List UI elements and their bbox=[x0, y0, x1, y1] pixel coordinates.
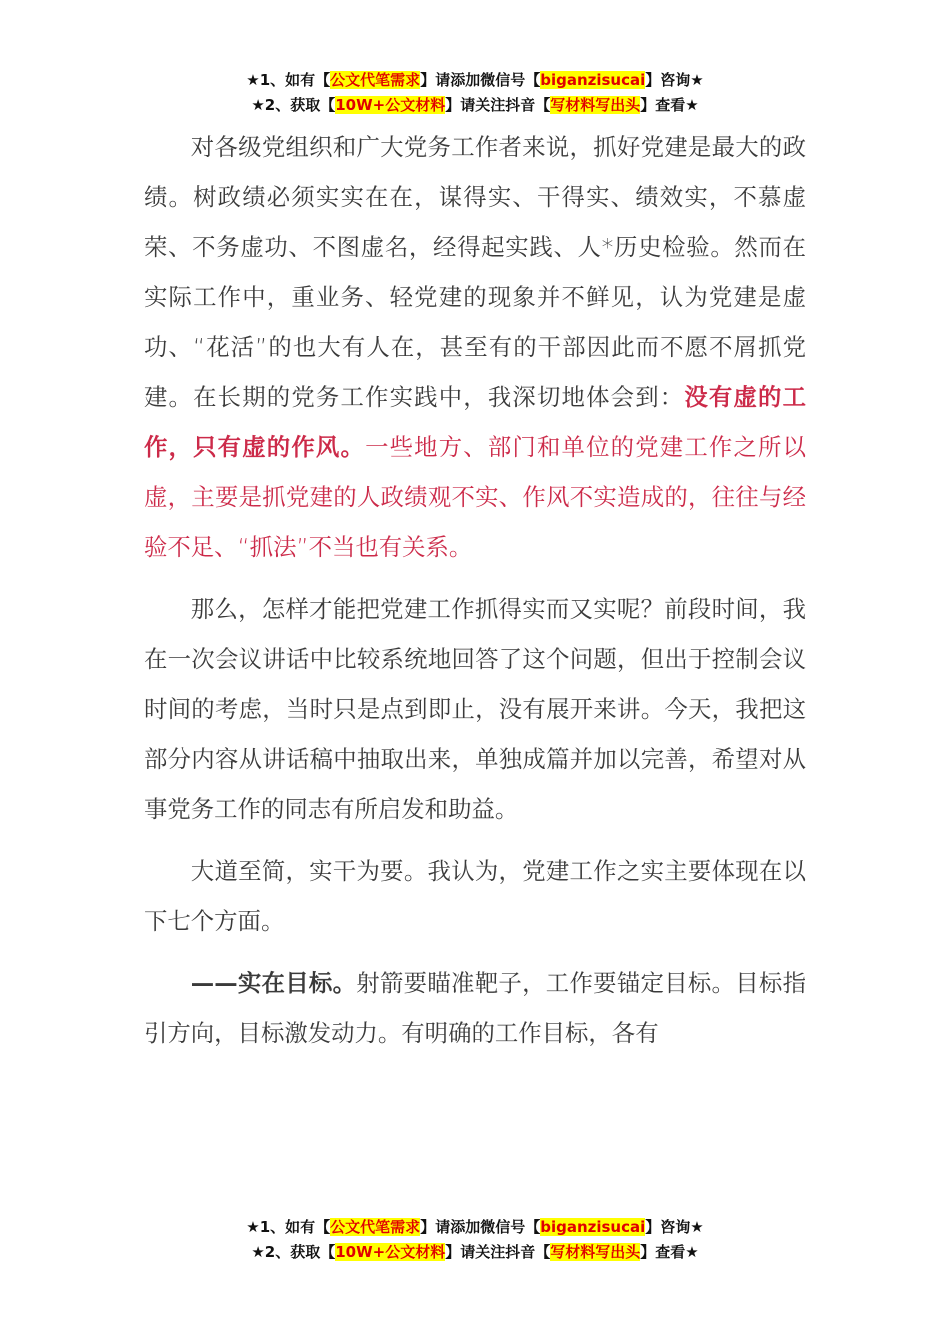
banner-text: ★1、如有【 bbox=[246, 71, 331, 89]
emphasis-text: 没有虚的工作，只有虚的作风。 bbox=[144, 383, 807, 461]
banner-text: 】请添加微信号【 bbox=[420, 71, 541, 89]
highlight-text: 一些地方、部门和单位的党建工作之所以虚，主要是抓党建的人政绩观不实、作风不实造成的，往往与经验不足、“抓法”不当也有关系。 bbox=[144, 433, 807, 561]
banner-text: ★2、获取【 bbox=[251, 1243, 336, 1261]
highlight-materials: 10W+公文材料 bbox=[335, 1243, 446, 1261]
banner-line-1 bbox=[0, 68, 950, 93]
highlight-materials: 10W+公文材料 bbox=[335, 96, 446, 114]
highlight-douyin: 写材料写出头 bbox=[550, 96, 641, 114]
highlight-service: 公文代笔需求 bbox=[330, 1218, 421, 1236]
banner-line-1 bbox=[0, 1215, 950, 1240]
banner-text: 】请关注抖音【 bbox=[445, 1243, 551, 1261]
banner-text: 】咨询★ bbox=[645, 1218, 704, 1236]
banner-text: 】请添加微信号【 bbox=[420, 1218, 541, 1236]
highlight-wechat-id: biganzisucai bbox=[540, 71, 646, 89]
paragraph-text: 对各级党组织和广大党务工作者来说，抓好党建是最大的政绩。树政绩必须实实在在，谋得实、干得实、绩效实，不慕虚荣、不务虚功、不图虚名，经得起实践、人*历史检验。然而在实际工作中，重业务、轻党建的现象并不鲜见，认为党建是虚功、“花活”的也大有人在，甚至有的干部因此而不愿不屑抓党建。在长期的党务工作实践中，我深切地体会到： bbox=[144, 133, 806, 411]
banner-line-2 bbox=[0, 93, 950, 118]
banner-text: 】咨询★ bbox=[645, 71, 704, 89]
paragraph-text: 射箭要瞄准靶子，工作要锚定目标。目标指引方向，目标激发动力。有明确的工作目标，各有 bbox=[144, 969, 807, 1047]
paragraph-3: 大道至简，实干为要。我认为，党建工作之实主要体现在以下七个方面。 bbox=[144, 857, 806, 935]
section-heading: ——实在目标。 bbox=[190, 969, 357, 997]
footer-banner bbox=[0, 1215, 950, 1265]
banner-text: ★1、如有【 bbox=[246, 1218, 331, 1236]
paragraph-2: 那么，怎样才能把党建工作抓得实而又实呢？前段时间，我在一次会议讲话中比较系统地回答了这个问题，但出于控制会议时间的考虑，当时只是点到即止，没有展开来讲。今天，我把这部分内容从讲话稿中抽取出来，单独成篇并加以完善，希望对从事党务工作的同志有所启发和助益。 bbox=[144, 595, 806, 823]
banner-text: 】查看★ bbox=[640, 1243, 699, 1261]
banner-line-2 bbox=[0, 1240, 950, 1265]
banner-text: 】请关注抖音【 bbox=[445, 96, 551, 114]
highlight-service: 公文代笔需求 bbox=[330, 71, 421, 89]
paragraph-1 bbox=[144, 122, 806, 572]
document-body bbox=[144, 122, 806, 1058]
header-banner bbox=[0, 68, 950, 118]
banner-text: 】查看★ bbox=[640, 96, 699, 114]
banner-text: ★2、获取【 bbox=[251, 96, 336, 114]
highlight-douyin: 写材料写出头 bbox=[550, 1243, 641, 1261]
highlight-wechat-id: biganzisucai bbox=[540, 1218, 646, 1236]
paragraph-4 bbox=[144, 958, 806, 1058]
